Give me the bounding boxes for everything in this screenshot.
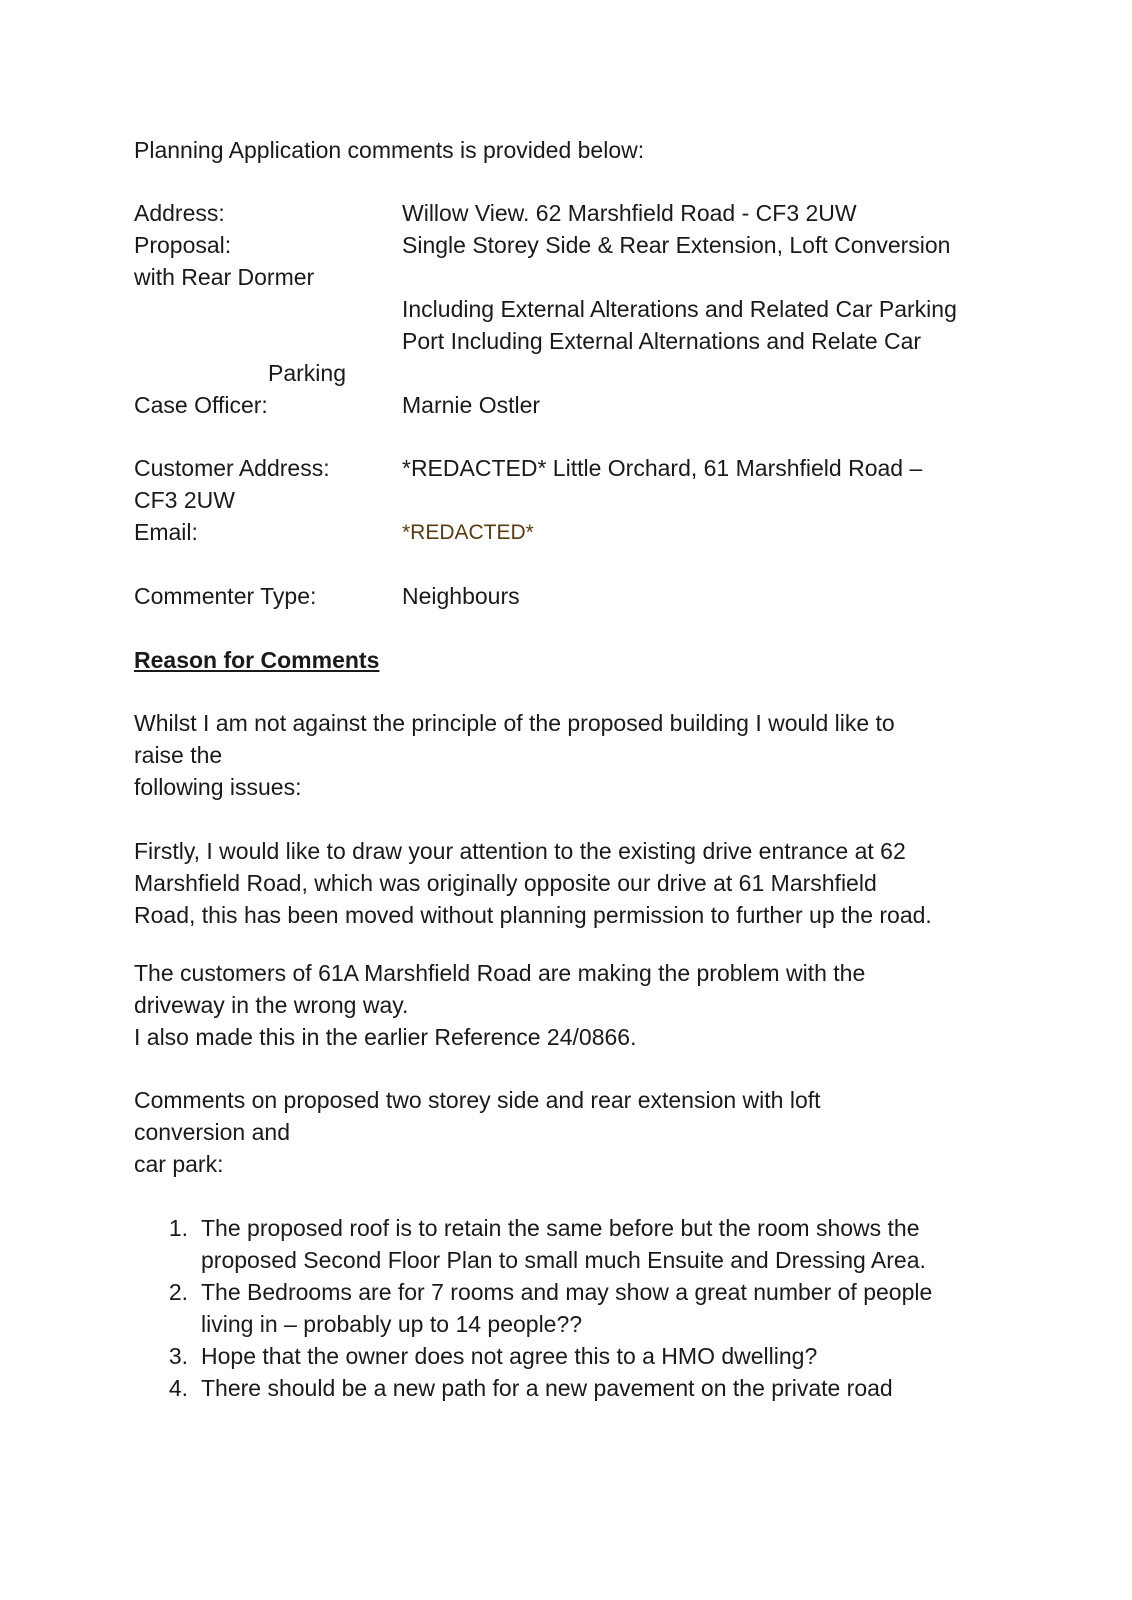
proposal-line-5: Parking [268, 360, 346, 386]
list-number-4: 4. [168, 1375, 188, 1401]
proposal-label: Proposal: [134, 232, 232, 258]
list-number-1: 1. [168, 1215, 188, 1241]
list-item-4-line-1: There should be a new path for a new pavement on the private road [201, 1375, 893, 1401]
paragraph-1-line-3: following issues: [134, 774, 302, 800]
list-item-1-line-1: The proposed roof is to retain the same before but the room shows the [201, 1215, 920, 1241]
customer-address-label: Customer Address: [134, 455, 330, 481]
proposal-line-3: Including External Alterations and Related Car Parking [402, 296, 957, 322]
paragraph-1-line-2: raise the [134, 742, 223, 768]
email-label: Email: [134, 519, 198, 545]
list-number-3: 3. [168, 1343, 188, 1369]
address-label: Address: [134, 200, 225, 226]
address-value: Willow View. 62 Marshfield Road - CF3 2UW [402, 200, 857, 226]
proposal-line-4: Port Including External Alternations and Relate Car [402, 328, 922, 354]
intro-line: Planning Application comments is provided below: [134, 137, 645, 163]
list-item-1-line-2: proposed Second Floor Plan to small much Ensuite and Dressing Area. [201, 1247, 926, 1273]
paragraph-4-line-1: Comments on proposed two storey side and rear extension with loft [134, 1087, 821, 1113]
customer-address-postcode: CF3 2UW [134, 487, 235, 513]
paragraph-4-line-2: conversion and [134, 1119, 290, 1145]
paragraph-2-line-1: Firstly, I would like to draw your attention to the existing drive entrance at 62 [134, 838, 906, 864]
paragraph-4-line-3: car park: [134, 1151, 224, 1177]
case-officer-value: Marnie Ostler [402, 392, 541, 418]
proposal-line-1: Single Storey Side & Rear Extension, Loft Conversion [402, 232, 951, 258]
paragraph-1-line-1: Whilst I am not against the principle of the proposed building I would like to [134, 710, 895, 736]
proposal-line-2: with Rear Dormer [134, 264, 315, 290]
list-item-3-line-1: Hope that the owner does not agree this to a HMO dwelling? [201, 1343, 818, 1369]
case-officer-label: Case Officer: [134, 392, 268, 418]
email-value: *REDACTED* [402, 521, 534, 544]
paragraph-2-line-2: Marshfield Road, which was originally opposite our drive at 61 Marshfield [134, 870, 877, 896]
paragraph-2-line-3: Road, this has been moved without planning permission to further up the road. [134, 902, 932, 928]
list-item-2-line-2: living in – probably up to 14 people?? [201, 1311, 583, 1337]
commenter-type-value: Neighbours [402, 583, 520, 609]
commenter-type-label: Commenter Type: [134, 583, 317, 609]
paragraph-3-line-3: I also made this in the earlier Reference 24/0866. [134, 1024, 637, 1050]
customer-address-value: *REDACTED* Little Orchard, 61 Marshfield Road – [402, 455, 923, 481]
list-number-2: 2. [168, 1279, 188, 1305]
paragraph-3-line-1: The customers of 61A Marshfield Road are making the problem with the [134, 960, 866, 986]
list-item-2-line-1: The Bedrooms are for 7 rooms and may show a great number of people [201, 1279, 933, 1305]
reason-heading: Reason for Comments [134, 647, 380, 673]
paragraph-3-line-2: driveway in the wrong way. [134, 992, 409, 1018]
